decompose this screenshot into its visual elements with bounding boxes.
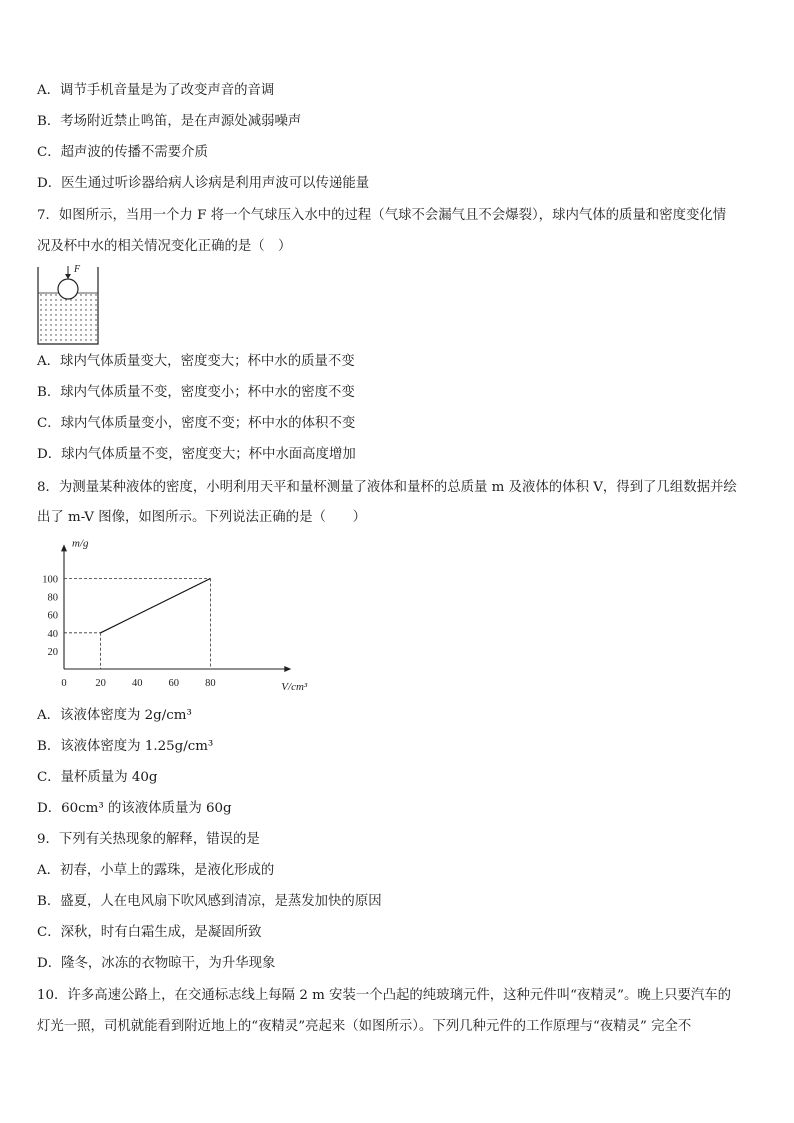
y-axis-label: m/g [72,537,89,550]
y-tick-label: 80 [47,592,58,604]
y-tick-label: 40 [47,628,58,640]
water-dots [38,293,98,344]
x-axis-label: V/cm³ [281,681,308,693]
m-v-chart [30,537,308,698]
x-axis-arrow [284,666,291,672]
q8-option-a: A．该液体密度为 2g/cm³ [37,708,192,723]
balloon-in-water-figure [34,263,106,347]
q6-option-c: C．超声波的传播不需要介质 [37,145,208,160]
x-tick-label: 80 [205,678,216,689]
force-label: F [74,264,81,275]
y-tick-label: 100 [42,574,58,586]
q6-option-d: D．医生通过听诊器给病人诊病是利用声波可以传递能量 [37,176,370,191]
chart-ticks [42,575,215,690]
q8-option-d: D．60cm³ 的该液体质量为 60g [37,801,232,816]
y-axis-arrow [61,544,67,551]
x-tick-label: 0 [61,678,67,689]
q7-option-b: B．球内气体质量不变，密度变小；杯中水的密度不变 [37,385,355,400]
x-tick-label: 40 [131,678,143,689]
y-tick-label: 60 [47,610,58,622]
q9-option-d: D．隆冬，冰冻的衣物晾干，为升华现象 [37,956,276,971]
q8-option-c: C．量杯质量为 40g [37,770,158,785]
q8-stem-line1: 8．为测量某种液体的密度，小明利用天平和量杯测量了液体和量杯的总质量 m 及液体的体积 V，得到了几组数据并绘 [37,480,737,495]
chart-axes [61,544,291,672]
q7-stem-line2: 况及杯中水的相关情况变化正确的是（ ） [37,239,292,254]
q7-option-d: D．球内气体质量不变，密度变大；杯中水面高度增加 [37,447,356,462]
q6-option-b: B．考场附近禁止鸣笛，是在声源处减弱噪声 [37,114,302,129]
q9-option-c: C．深秋，时有白霜生成，是凝固所致 [37,925,262,940]
chart-series [101,579,211,633]
balloon [58,279,78,299]
q9-stem: 9．下列有关热现象的解释，错误的是 [37,832,260,847]
chart-guides [64,579,210,670]
force-arrow-head [65,274,71,279]
q10-stem-line2: 灯光一照，司机就能看到附近地上的“夜精灵”亮起来（如图所示）。下列几种元件的工作原理与“夜精灵” 完全不 [37,1019,692,1034]
q9-option-a: A．初春，小草上的露珠，是液化形成的 [37,863,275,878]
q8-option-b: B．该液体密度为 1.25g/cm³ [37,739,214,754]
q7-stem-line1: 7．如图所示，当用一个力 F 将一个气球压入水中的过程（气球不会漏气且不会爆裂），球内气体的质量和密度变化情 [37,208,727,223]
q8-stem-line2: 出了 m-V 图像，如图所示。下列说法正确的是（ ） [37,510,367,525]
q6-option-a: A．调节手机音量是为了改变声音的音调 [37,83,275,98]
x-tick-label: 20 [95,678,106,689]
x-tick-label: 60 [168,678,180,689]
q10-stem-line1: 10．许多高速公路上，在交通标志线上每隔 2 m 安装一个凸起的纯玻璃元件，这种元件叫“夜精灵”。晚上只要汽车的 [37,988,732,1003]
series-line [101,579,211,633]
q9-option-b: B．盛夏，人在电风扇下吹风感到清凉，是蒸发加快的原因 [37,894,382,909]
y-tick-label: 20 [47,646,58,658]
q7-option-c: C．球内气体质量变小，密度不变；杯中水的体积不变 [37,416,356,431]
q7-option-a: A．球内气体质量变大，密度变大；杯中水的质量不变 [37,354,355,369]
